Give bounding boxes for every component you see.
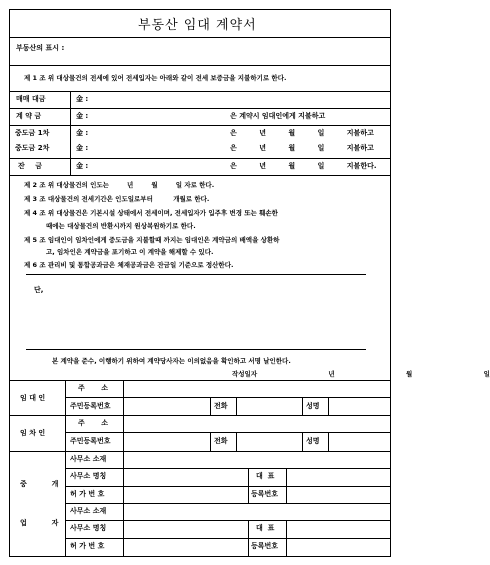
divider	[65, 432, 391, 433]
office-name-label: 사무소 명칭	[70, 472, 107, 480]
landlord-label: 임 대 인	[20, 394, 46, 402]
phone-label: 전화	[214, 402, 228, 410]
representative-label: 대 표	[256, 472, 275, 480]
divider	[9, 175, 391, 176]
special-line	[26, 349, 366, 350]
table-divider	[210, 432, 211, 451]
divider	[9, 108, 391, 109]
payment-label: 잔 금	[18, 162, 42, 170]
name-label: 성명	[306, 402, 320, 410]
divider	[9, 158, 391, 159]
divider	[65, 538, 391, 539]
payment-amount: 金 :	[76, 162, 89, 170]
article-6: 제 6 조 관리비 및 통합공과금은 체재공과금은 잔금일 기준으로 정산한다.	[24, 261, 234, 269]
payment-amount: 金 :	[76, 129, 89, 137]
article-1: 제 1 조 위 대상물건의 전세에 있어 전세입자는 아래와 같이 전세 보증금을 지불하기로 한다.	[24, 74, 287, 82]
table-divider	[123, 451, 124, 557]
divider	[9, 380, 391, 381]
registration-no-label: 등록번호	[251, 542, 279, 550]
payment-note: 은 년 월 일 지불하고	[230, 129, 374, 137]
registration-no-label: 등록번호	[251, 490, 279, 498]
date-line: 작성일자 년 월 일	[232, 370, 490, 378]
broker-label: 중 개	[20, 480, 59, 488]
name-label: 성명	[306, 437, 320, 445]
table-divider	[328, 397, 329, 415]
table-divider	[302, 432, 303, 451]
article-5: 제 5 조 임대인이 임차인에게 중도금을 지불할때 까지는 임대인은 계약금의 배액을 상환하	[24, 236, 280, 244]
article-5-cont: 고, 임차인은 계약금을 포기하고 이 계약을 해제할 수 있다.	[46, 248, 214, 256]
table-divider	[236, 432, 237, 451]
address-label: 주 소	[78, 384, 108, 392]
table-divider	[65, 380, 66, 451]
divider	[65, 503, 391, 504]
payment-amount: 金 :	[76, 144, 89, 152]
closing-text: 본 계약을 준수, 이행하기 위하여 계약당사자는 이의없음을 확인하고 서명 날인한다.	[52, 357, 291, 365]
payment-note: 은 년 월 일 지불하고	[230, 144, 374, 152]
special-line	[26, 274, 366, 275]
article-4-cont: 때에는 대상물건의 반환시까지 원상복원하기로 한다.	[46, 222, 196, 230]
license-no-label: 허 가 번 호	[70, 490, 105, 498]
payment-amount: 金 :	[76, 112, 89, 120]
divider	[65, 397, 391, 398]
divider	[9, 415, 391, 416]
table-divider	[70, 91, 71, 175]
payment-label: 계 약 금	[16, 112, 42, 120]
address-label: 주 소	[78, 419, 108, 427]
office-address-label: 사무소 소재	[70, 455, 107, 463]
phone-label: 전화	[214, 437, 228, 445]
article-4: 제 4 조 위 대상물건은 기본시설 상태에서 전세이며, 전세입자가 입주후 변경 또는 훼손한	[24, 209, 278, 217]
article-2: 제 2 조 위 대상물건의 인도는 년 월 일 자로 한다.	[24, 181, 215, 189]
divider	[65, 468, 391, 469]
office-address-label: 사무소 소재	[70, 507, 107, 515]
divider	[9, 125, 391, 126]
divider	[9, 37, 391, 38]
divider	[9, 91, 391, 92]
payment-note: 은 계약시 임대인에게 지불하고	[230, 112, 326, 120]
payment-label: 중도금 2차	[15, 144, 50, 152]
broker-label: 업 자	[20, 519, 59, 527]
special-terms: 단,	[34, 286, 44, 294]
divider	[9, 65, 391, 66]
table-divider	[328, 432, 329, 451]
divider	[65, 520, 391, 521]
property-label: 부동산의 표시 :	[16, 44, 65, 52]
payment-label: 매매 대금	[16, 95, 46, 103]
table-divider	[123, 380, 124, 451]
resident-no-label: 주민등록번호	[70, 437, 111, 445]
resident-no-label: 주민등록번호	[70, 402, 111, 410]
tenant-label: 임 차 인	[20, 429, 46, 437]
payment-note: 은 년 월 일 지불한다.	[230, 162, 377, 170]
office-name-label: 사무소 명칭	[70, 524, 107, 532]
table-divider	[210, 397, 211, 415]
payment-label: 중도금 1차	[15, 129, 50, 137]
divider	[65, 486, 391, 487]
table-divider	[302, 397, 303, 415]
license-no-label: 허 가 번 호	[70, 542, 105, 550]
representative-label: 대 표	[256, 524, 275, 532]
page-title: 부동산 임대 계약서	[138, 18, 257, 33]
divider	[9, 451, 391, 452]
table-divider	[236, 397, 237, 415]
payment-amount: 金 :	[76, 95, 89, 103]
article-3: 제 3 조 대상물건의 전세기간은 인도일로부터 개월로 한다.	[24, 195, 210, 203]
table-divider	[65, 451, 66, 557]
